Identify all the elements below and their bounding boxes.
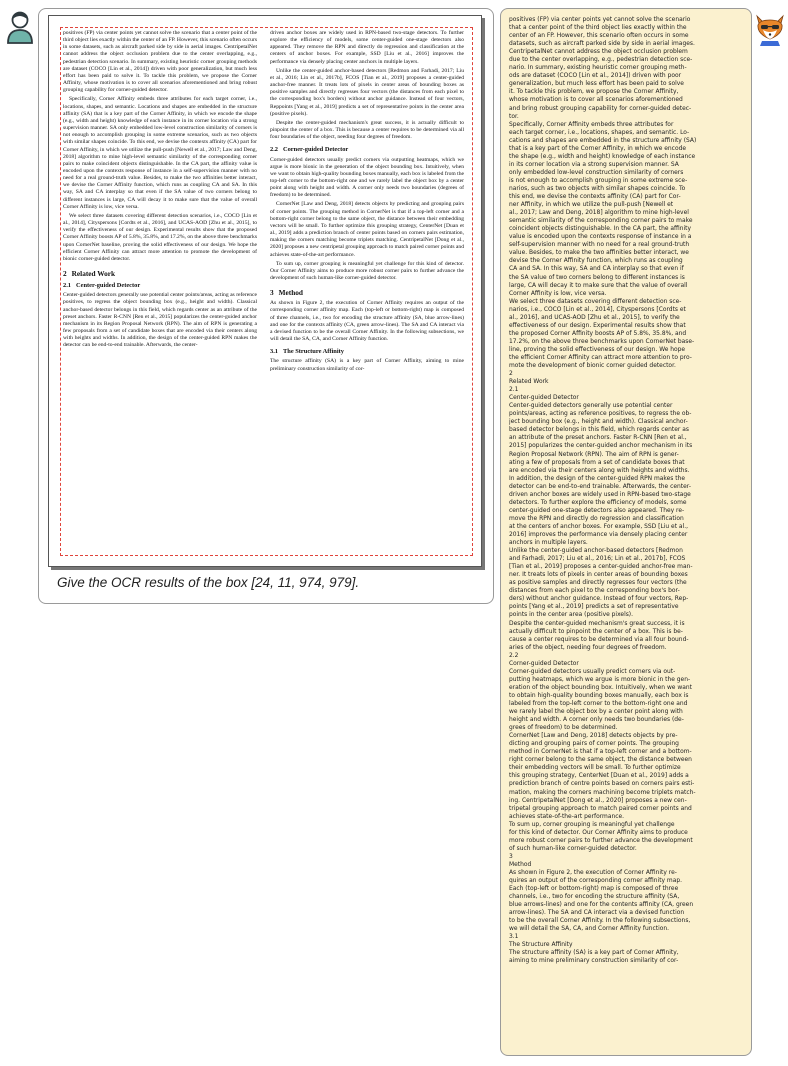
paper-paragraph: Corner-guided detectors usually predict corners via outputting heatmaps, which we argue is more bionic in the generation of the object bounding box. Intuitively, when we want to obtain high-quality bounding boxes manually, each box is labeled from the top-left corner to the bottom-right one and we rarely label the object box by a center point along with height and width. A corner only needs two boundaries (degrees of freedom) to be determined. <box>270 156 464 199</box>
ocr-line: detector can be end-to-end trainable. Afterwards, the center- <box>509 482 691 490</box>
ocr-line: an attribute of the preset anchors. Faster R-CNN [Ren et al., <box>509 434 687 442</box>
ocr-line: ing. CentripetalNet [Dong et al., 2020] proposes a new cen- <box>509 796 687 804</box>
ocr-line: In addition, the design of the center-guided RPN makes the <box>509 474 686 482</box>
heading-text: Corner-guided Detector <box>283 146 349 154</box>
heading-text: Method <box>278 288 303 298</box>
ocr-line: datasets, such as aircraft parked side by side in aerial images. <box>509 40 695 48</box>
ocr-line: and Farhadi, 2017; Liu et al., 2016; Lin et al., 2017b], FCOS <box>509 555 686 563</box>
ocr-line: for this kind of detector. Our Corner Affinity aims to produce <box>509 828 688 836</box>
ocr-line: line, proving the solid effectiveness of our design. We hope <box>509 345 686 353</box>
paper-paragraph: Despite the center-guided mechanism's great success, it is actually difficult to pinpoint the center of a box. This is because a center requires to be determined via all four boundaries of the object, needing four degrees of freedom. <box>270 119 464 141</box>
user-avatar-icon <box>6 10 34 44</box>
ocr-line: distances from each pixel to the corresponding box's bor- <box>509 587 680 595</box>
ocr-line: it. To tackle this problem, we propose the Corner Affinity, <box>509 88 679 96</box>
paper-paragraph: Unlike the center-guided anchor-based detectors [Redmon and Farhadi, 2017; Liu et al., 2016; Lin et al., 2017b], FCOS [Tian et al., 2019] proposes a center-guided anchor-free manner. It treats lots of pixels in center areas of bounding boxes as positive samples and directly regresses four vectors (the distances from each pixel to the corresponding box's borders) without anchor guidance. Instead of four vectors, Reppoints [Yang et al., 2019] predicts a set of representative points in the center area (positive pixels). <box>270 67 464 117</box>
user-message-bubble <box>38 8 494 604</box>
ocr-line: eration of the object bounding box. Intuitively, when we want <box>509 683 692 691</box>
ocr-line: 17.2%, on the above three benchmarks upon CornerNet base- <box>509 337 695 345</box>
ocr-line: The Structure Affinity <box>509 941 573 949</box>
ocr-line: 2 <box>509 370 513 378</box>
ocr-line: that a center point of the third object lies exactly within the <box>509 24 687 32</box>
ocr-line: Corner-guided Detector <box>509 659 579 667</box>
ocr-line: al., 2017; Law and Deng, 2018] algorithm to mine high-level <box>509 209 689 217</box>
ocr-line: ating a few of proposals from a set of candidate boxes that <box>509 458 685 466</box>
ocr-line: center-guided one-stage detectors also appeared. They re- <box>509 506 685 514</box>
ocr-line: tripetal grouping approach to match paired corner points and <box>509 804 692 812</box>
ocr-line: center of an FP. However, this scenario often occurs in some <box>509 32 689 40</box>
ocr-line: As shown in Figure 2, the execution of Corner Affinity re- <box>509 868 677 876</box>
ocr-line: to be the overall Corner Affinity. In the following subsections, <box>509 917 691 925</box>
user-question: Give the OCR results of the box [24, 11, 974, 979]. <box>57 575 360 590</box>
ocr-line: Each (top-left or bottom-right) map is composed of three <box>509 885 679 893</box>
heading-text: The Structure Affinity <box>283 348 344 356</box>
ocr-line: to obtain high-quality bounding boxes manually, each box is <box>509 691 689 699</box>
ocr-line: points/areas, acting as reference positives, to regress the ob- <box>509 410 692 418</box>
ocr-line: mation, making the corners machining become triplets match- <box>509 788 696 796</box>
paper-paragraph: Center-guided detectors generally use potential center points/areas, acting as reference positives, to regress the object bounding box (e.g., height and width). Classical anchor-based detector belongs in this field, which regards center as an attribute of the preset anchors. Faster R-CNN [Ren et al., 2015] popularizes the center-guided anchor mechanism in its Region Proposal Network (RPN). The aim of RPN is generating a few proposals from a set of candidate boxes that are encoded via their centers along with heights and widths. In addition, the design of the center-guided RPN makes the detector can be end-to-end trainable. Afterwards, the center- <box>63 292 257 349</box>
ocr-line: driven anchor boxes are widely used in RPN-based two-stage <box>509 490 691 498</box>
ocr-line: nario. In summary, existing heuristic corner grouping meth- <box>509 64 687 72</box>
ocr-line: semantic similarity of the corresponding corner pairs to make <box>509 217 693 225</box>
ocr-line: actually difficult to pinpoint the center of a box. This is be- <box>509 627 683 635</box>
ocr-line: and bring robust grouping capability for corner-guided detec- <box>509 104 692 112</box>
ocr-line: at the centers of anchor boxes. For example, SSD [Liu et al., <box>509 522 688 530</box>
heading-number: 3.1 <box>270 348 278 356</box>
ocr-line: their embedding vectors will be small. To further optimize <box>509 764 681 772</box>
ocr-line: CornerNet [Law and Deng, 2018] detects objects by pre- <box>509 732 678 740</box>
heading-number: 2.2 <box>270 146 278 154</box>
ocr-line: ders) without anchor guidance. Instead of four vectors, Rep- <box>509 595 689 603</box>
paper-paragraph: CornerNet [Law and Deng, 2018] detects objects by predicting and grouping pairs of corner points. The grouping method in CornerNet is that if a top-left corner and a bottom-right corner belong to the same object, the distance between their embedding vectors will be small. To further optimize this grouping strategy, CenterNet [Duan et al., 2019] adds a prediction branch of center points based on corners pairs estimation, making the corners matching become triplets matching. CentripetalNet [Dong et al., 2020] proposes a new centripetal grouping approach to match paired corner points and achieves state-of-the-art performance. <box>270 201 464 258</box>
ocr-line: The structure affinity (SA) is a key part of Corner Affinity, <box>509 949 679 957</box>
ocr-line: aiming to mine preliminary construction similarity of cor- <box>509 957 679 965</box>
ocr-line: Center-guided Detector <box>509 394 579 402</box>
ocr-region-box <box>60 27 473 556</box>
paper-screenshot <box>48 15 482 567</box>
ocr-line: aries of the object, needing four degrees of freedom. <box>509 643 667 651</box>
heading-number: 2 <box>63 269 67 278</box>
ocr-line: arrow-lines). The SA and CA interact via a devised function <box>509 909 685 917</box>
ocr-line: prediction branch of centre points based on corners pairs esti- <box>509 780 695 788</box>
ocr-line: the proposed Corner Affinity boosts AP of 5.8%, 35.8%, and <box>509 329 687 337</box>
heading-text: Related Work <box>71 269 116 278</box>
ocr-line: 2016] improves the performance via densely placing center <box>509 531 688 538</box>
ocr-line: Corner-guided detectors usually predict corners via out- <box>509 667 676 675</box>
ocr-line: the SA value of two corners belong to different instances is <box>509 273 685 281</box>
ocr-line: mote the development of bionic corner guided detector. <box>509 362 676 370</box>
ocr-line: each target corner, i.e., locations, shapes, and semantic. Lo- <box>509 128 690 136</box>
ocr-line: blue arrows-lines) and one for the contents affinity (CA, green <box>509 901 694 909</box>
ocr-line: this grouping strategy, CenterNet [Duan et al., 2019] adds a <box>509 772 689 780</box>
ocr-line: CA and SA. In this way, SA and CA interplay so that even if <box>509 265 684 273</box>
ocr-line: quires an output of the corresponding corner affinity map. <box>509 877 682 885</box>
ocr-line: CentripetalNet cannot address the object occlusion problem <box>509 48 688 56</box>
ocr-line: whose motivation is to cover all scenarios aforementioned <box>509 96 683 104</box>
ocr-line: channels, i.e., two for encoding the structure affinity (SA, <box>509 893 680 901</box>
ocr-line: as positive samples and directly regresses four vectors (the <box>509 579 687 587</box>
ocr-line: Despite the center-guided mechanism's great success, it is <box>509 619 685 627</box>
paper-paragraph: As shown in Figure 2, the execution of Corner Affinity requires an output of the corresponding corner affinity map. Each (top-left or bottom-right) map is composed of three channels, i.e., two for encoding the structure affinity (SA, blue arrow-lines) and one for the contexts affinity (CA, green arrow-lines). The SA and CA interact via a devised function to be the overall Corner Affinity. In the following subsections, we will detail the SA, CA, and Corner Affinity function. <box>270 300 464 343</box>
ocr-line: points [Yang et al., 2019] predicts a set of representative <box>509 603 679 611</box>
ocr-line: based detector belongs in this field, which regards center as <box>509 426 689 434</box>
paper-paragraph: To sum up, corner grouping is meaningful yet challenge for this kind of detector. Our Corner Affinity aims to produce more robust corner pairs to further advance the development of such human-like corner-guided detector. <box>270 260 464 281</box>
ocr-line: 3 <box>509 852 513 860</box>
ocr-line: this end, we devise the contexts affinity (CA) part for Cor- <box>509 193 681 201</box>
ocr-line: narios, i.e., COCO [Lin et al., 2014], Cityspersons [Cordts et <box>509 305 686 313</box>
paper-paragraph: driven anchor boxes are widely used in RPN-based two-stage detectors. To further explore the efficiency of models, some center-guided one-stage detectors also appeared. They remove the RPN and directly do regression and classification at the centers of anchor boxes. For example, SSD [Liu et al., 2016] improves the performance via densely placing center anchors in multiple layers. <box>270 30 464 65</box>
ocr-line: generalization, but much less effort has been paid to solve <box>509 80 684 88</box>
ocr-line: Specifically, Corner Affinity embeds three attributes for <box>509 120 674 128</box>
paper-paragraph: positives (FP) via center points yet cannot solve the scenario that a center point of the third object lies exactly within the center of an FP. However, this scenario often occurs in some datasets, such as aircraft parked side by side in aerial images. CentripetalNet cannot address the object occlusion problem due to the center overlapping, e.g., pedestrian detection scenario. In summary, existing heuristic corner grouping methods are dataset (COCO [Lin et al., 2014]) driven with poor generalization, but much less effort has been paid to solve it. To tackle this problem, we propose the Corner Affinity, whose motivation is to cover all scenarios aforementioned and bring robust grouping capability for corner-guided detector. <box>63 30 257 94</box>
paper-paragraph: The structure affinity (SA) is a key part of Corner Affinity, aiming to mine preliminary construction similarity of cor- <box>270 358 464 372</box>
ocr-line: ner. It treats lots of pixels in center areas of bounding boxes <box>509 571 688 579</box>
ocr-line: Corner Affinity is low, vice versa. <box>509 289 607 297</box>
ocr-line: grees of freedom) to be determined. <box>509 724 618 732</box>
ocr-line: value. Besides, to make the two affinities better interact, we <box>509 249 689 257</box>
ocr-line: large, CA will decay it to make sure that the value of overall <box>509 281 688 289</box>
ocr-line: putting heatmaps, which we argue is more bionic in the gen- <box>509 675 691 683</box>
ocr-line: right corner belong to the same object, the distance between <box>509 756 692 764</box>
ocr-line: is not enough to accomplish grouping in some extreme sce- <box>509 176 688 184</box>
ocr-line: only embedded low-level construction similarity of corners <box>509 168 684 176</box>
ocr-line: are encoded via their centers along with heights and widths. <box>509 466 690 474</box>
assistant-message-bubble <box>500 8 752 1056</box>
ocr-line: We select three datasets covering different detection sce- <box>509 297 682 305</box>
ocr-line: Method <box>509 860 532 868</box>
ocr-line: To sum up, corner grouping is meaningful yet challenge <box>509 820 675 828</box>
ocr-line: 2.2 <box>509 651 519 659</box>
heading-number: 2.1 <box>63 282 71 290</box>
ocr-line: the efficient Corner Affinity can attract more attention to pro- <box>509 353 692 361</box>
ocr-line: method in CornerNet is that if a top-left corner and a bottom- <box>509 748 692 756</box>
ocr-line: we rarely label the object box by a center point along with <box>509 708 683 716</box>
ocr-line: narios, such as two objects with similar shapes coincide. To <box>509 184 686 192</box>
ocr-line: more robust corner pairs to further advance the development <box>509 836 693 844</box>
ocr-line: self-supervision manner with no need for a real ground-truth <box>509 241 690 249</box>
heading-number: 3 <box>270 288 274 298</box>
ocr-line: height and width. A corner only needs two boundaries (de- <box>509 716 684 724</box>
ocr-line: devise the Corner Affinity function, which runs as coupling <box>509 257 683 265</box>
ocr-line: of such human-like corner-guided detector. <box>509 844 637 852</box>
ocr-line: that is a key part of the Corner Affinity, in which we encode <box>509 144 686 152</box>
ocr-line: we will detail the SA, CA, and Corner Affinity function. <box>509 925 669 933</box>
ocr-line: move the RPN and directly do regression and classification <box>509 514 684 522</box>
ocr-line: coincident objects distinguishable. In the CA part, the affinity <box>509 225 692 233</box>
ocr-line: al., 2016], and UCAS-AOD [Zhu et al., 2015], to verify the <box>509 313 680 321</box>
ocr-line: achieves state-of-the-art performance. <box>509 812 625 820</box>
ocr-line: points in the center area (positive pixels). <box>509 611 634 619</box>
ocr-line: Unlike the center-guided anchor-based detectors [Redmon <box>509 547 683 555</box>
ocr-line: due to the center overlapping, e.g., pedestrian detection sce- <box>509 56 693 64</box>
paper-paragraph: We select three datasets covering different detection scenarios, i.e., COCO [Lin et al., 2014], Cityspersons [Cordts et al., 2016], and UCAS-AOD [Zhu et al., 2015], to verify the effectiveness of our design. Experimental results show that the proposed Corner Affinity boosts AP of 5.8%, 35.8%, and 17.2%, on the above three benchmarks upon CornerNet baseline, proving the solid effectiveness of our design. We hope the efficient Corner Affinity can attract more attention to promote the development of bionic corner-guided detector. <box>63 212 257 262</box>
heading-text: Center-guided Detector <box>76 282 141 290</box>
fox-avatar-icon <box>754 12 786 46</box>
ocr-line: 2015] popularizes the center-guided anchor mechanism in its <box>509 442 693 450</box>
ocr-line: 2.1 <box>509 386 519 394</box>
ocr-line: dicting and grouping pairs of corner points. The grouping <box>509 740 679 748</box>
ocr-line: the shape (e.g., width and height) knowledge of each instance <box>509 152 696 160</box>
ocr-line: detectors. To further explore the efficiency of models, some <box>509 498 687 506</box>
ocr-line: anchors in multiple layers. <box>509 539 588 547</box>
ocr-line: ject bounding box (e.g., height and width). Classical anchor- <box>509 418 688 426</box>
ocr-line: effectiveness of our design. Experimental results show that <box>509 321 686 329</box>
ocr-line: ner Affinity, in which we utilize the pull-push [Newell et <box>509 201 674 209</box>
ocr-result-text <box>501 9 751 966</box>
ocr-line: value is encoded upon the contexts response of instance in a <box>509 233 692 241</box>
ocr-line: in its corner location via a strong supervision manner. SA <box>509 160 679 168</box>
ocr-line: Center-guided detectors generally use potential center <box>509 402 673 410</box>
ocr-line: cations and shapes are embedded in the structure affinity (SA) <box>509 136 697 144</box>
ocr-line: cause a center requires to be determined via all four bound- <box>509 635 689 643</box>
ocr-line: [Tian et al., 2019] proposes a center-guided anchor-free man- <box>509 563 693 571</box>
ocr-line: positives (FP) via center points yet cannot solve the scenario <box>509 16 691 23</box>
ocr-line: ods are dataset (COCO [Lin et al., 2014]) driven with poor <box>509 72 682 80</box>
ocr-line: Region Proposal Network (RPN). The aim of RPN is gener- <box>509 450 679 458</box>
ocr-line: tor. <box>509 112 519 120</box>
ocr-line: Related Work <box>509 378 549 386</box>
ocr-line: 3.1 <box>509 933 519 941</box>
paper-paragraph: Specifically, Corner Affinity embeds three attributes for each target corner, i.e., locations, shapes, and semantic. Locations and shapes are embedded in the structure affinity (SA) that is a key part of the Corner Affinity, in which we encode the shape (e.g., width and height) knowledge of each instance in its corner location via a strong supervision manner. SA only embedded low-level construction similarity of corners is not enough to accomplish grouping in some extreme scenarios, such as two objects with similar shapes coincide. To this end, we devise the contexts affinity (CA) part for Corner Affinity, in which we utilize the pull-push [Newell et al., 2017; Law and Deng, 2018] algorithm to mine high-level semantic similarity of the corresponding corner pairs to make coincident objects distinguishable. In the CA part, the affinity value is encoded upon the contexts response of instance in a self-supervision manner with no need for a real ground-truth value. Besides, to make the two affinities better interact, we devise the Corner Affinity function, which runs as coupling CA and SA. In this way, SA and CA interplay so that even if the SA value of two corners belong to different instances is large, CA will decay it to make sure that the value of overall Corner Affinity is low, vice versa. <box>63 96 257 210</box>
ocr-line: labeled from the top-left corner to the bottom-right one and <box>509 699 688 707</box>
